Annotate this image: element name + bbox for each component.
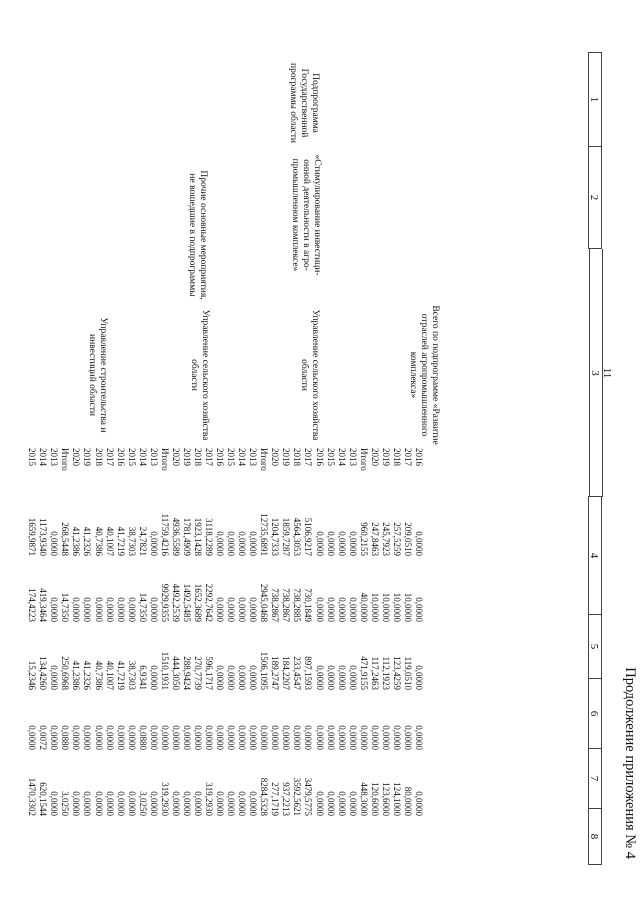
col4-cell: 0,0000 [325,531,336,556]
col5-cell: 0,0000 [414,597,424,622]
col5-cell: 0,0000 [71,597,82,622]
col6-cell: 0,0000 [215,665,226,690]
year-cell: 2018 [193,448,203,466]
col8-cell: 0,0000 [248,791,259,816]
col8-cell: 448,3000 [358,782,369,816]
year-cell: 2019 [82,448,93,466]
col5-cell: 10,0000 [402,592,413,622]
col5-cell: 4492,2539 [170,583,181,622]
year-cell: 2018 [391,448,402,466]
col5-cell: 0,0000 [93,597,104,622]
col4-cell: 268,5448 [60,522,71,556]
col8-cell: 937,2213 [281,782,292,816]
year-cell: 2014 [137,448,148,466]
col8-cell: 80,0000 [402,786,413,816]
col7-cell: 0,0000 [93,725,104,750]
col-span-area [588,248,613,496]
col8-cell: 0,0000 [126,791,137,816]
col4-cell: 960,2155 [358,522,369,556]
col7-cell: 0,0000 [170,725,181,750]
col8-cell: 0,0000 [49,791,60,816]
subprogram-total-label: Всего по подпрограмме «Развитие отраслей агропромышленного комплекса» [408,305,440,445]
year-cell: 2017 [303,448,314,466]
col5-cell: 174,4223 [27,588,38,622]
col5-cell: 9929,9355 [159,583,170,622]
col7-cell: 0,0000 [148,725,159,750]
col6-cell: 119,0510 [402,656,413,690]
col4-cell: 257,5259 [391,522,402,556]
col6-cell: 288,9424 [181,656,192,690]
col6-cell: 0,0000 [237,665,248,690]
col5-cell: 738,2885 [292,588,303,622]
construction-department-label: Управление строительства и инвестиций области [87,317,108,433]
col7-cell: 0,0000 [248,725,259,750]
col8-cell: 0,0000 [82,791,93,816]
col4-cell: 0,0000 [237,531,248,556]
col8-cell: 0,0000 [104,791,115,816]
other-measures-label: Прочие основные мероприятия, не вошедшие в подпрограммы [187,170,208,300]
col6-cell: 0,0000 [148,665,159,690]
col7-cell: 0,0000 [391,725,402,750]
col8-cell: 8284,5328 [259,777,270,816]
col7-cell: 0,0000 [336,725,347,750]
col5-cell: 0,0000 [325,597,336,622]
col7-cell: 0,0000 [270,725,281,750]
col7-cell: 0,0000 [71,725,82,750]
col7-cell: 0,0000 [358,725,369,750]
year-cell: 2013 [148,448,159,466]
col7-cell: 0,0000 [193,725,203,750]
col7-cell: 0,0000 [27,725,38,750]
col6-cell: 38,7303 [126,660,137,690]
col-number-2: 2 [588,146,602,248]
col7-cell: 0,0000 [82,725,93,750]
col8-cell: 0,0000 [148,791,159,816]
col7-cell: 0,0000 [347,725,358,750]
col-number-5: 5 [588,614,602,678]
year-cell: 2015 [27,448,38,466]
col7-cell: 0,0000 [314,725,325,750]
col6-cell: 6,9341 [137,665,148,690]
col6-cell: 0,0000 [314,665,325,690]
year-cell: 2016 [115,448,126,466]
col8-cell: 277,1719 [270,782,281,816]
year-cell: Итого [60,448,71,471]
col7-cell: 0,0000 [226,725,237,750]
col8-cell: 0,0000 [93,791,104,816]
col5-cell: 738,2867 [270,588,281,622]
col8-cell: 620,1544 [38,782,49,816]
col5-cell: 10,0000 [380,592,391,622]
column-span-label: 11 [601,367,613,379]
year-cell: 2015 [325,448,336,466]
col-number-8: 8 [588,808,602,865]
col5-cell: 0,0000 [115,597,126,622]
col5-cell: 730,1849 [303,588,314,622]
col6-cell: 123,4259 [391,656,402,690]
col5-cell: 0,0000 [126,597,137,622]
col4-cell: 41,2386 [71,526,82,556]
col6-cell: 15,2346 [27,660,38,690]
col6-cell: 596,1717 [204,656,215,690]
col8-cell: 319,2930 [159,782,170,816]
col8-cell: 0,0000 [181,791,192,816]
col6-cell: 0,0000 [414,665,424,690]
col4-cell: 1781,4909 [181,517,192,556]
col4-cell: 4936,5589 [170,517,181,556]
col6-cell: 250,6968 [60,656,71,690]
col8-cell: 319,2930 [204,782,215,816]
col7-cell: 0,0000 [380,725,391,750]
col7-cell: 0,0000 [281,725,292,750]
year-cell: 2015 [226,448,237,466]
col-number-4: 4 [588,496,602,614]
col6-cell: 0,0000 [49,665,60,690]
col5-cell: 0,0000 [226,597,237,622]
col8-cell: 0,0000 [347,791,358,816]
year-cell: Итого [259,448,270,471]
year-cell: 2016 [314,448,325,466]
col5-cell: 0,0000 [314,597,325,622]
year-cell: 2020 [369,448,380,466]
col5-cell: 0,0000 [104,597,115,622]
col7-cell: 0,0000 [181,725,192,750]
year-cell: 2019 [281,448,292,466]
col6-cell: 0,0000 [336,665,347,690]
year-cell: Итого [358,448,369,471]
year-cell: 2015 [126,448,137,466]
col8-cell: 0,0000 [237,791,248,816]
col5-cell: 0,0000 [237,597,248,622]
year-cell: 2020 [270,448,281,466]
year-cell: 2018 [292,448,303,466]
col4-cell: 0,0000 [148,531,159,556]
col5-cell: 10,0000 [391,592,402,622]
year-cell: Итого [159,448,170,471]
col4-cell: 3118,2289 [204,518,215,556]
year-cell: 2017 [402,448,413,466]
col5-cell: 1492,5485 [181,583,192,622]
col8-cell: 0,0000 [170,791,181,816]
year-cell: 2014 [237,448,248,466]
col8-cell: 120,6000 [369,782,380,816]
col4-cell: 247,8463 [369,522,380,556]
col4-cell: 1859,7287 [281,517,292,556]
col6-cell: 0,0000 [226,665,237,690]
col6-cell: 0,0000 [248,665,259,690]
col6-cell: 0,0000 [325,665,336,690]
col7-cell: 0,0000 [402,725,413,750]
col5-cell: 1652,3689 [193,583,203,622]
col5-cell: 2292,7642 [204,583,215,622]
col5-cell: 0,0000 [148,597,159,622]
col5-cell: 40,0000 [358,592,369,622]
year-cell: 2013 [49,448,60,466]
col4-cell: 0,0000 [347,531,358,556]
agri-department-label-1: Управление сельского хозяйства области [299,309,320,441]
col4-cell: 38,7303 [126,526,137,556]
col7-cell: 0,0000 [204,725,215,750]
col4-cell: 40,7386 [93,526,104,556]
year-cell: 2019 [181,448,192,466]
col4-cell: 0,0000 [314,531,325,556]
col8-cell: 0,0000 [325,791,336,816]
col6-cell: 117,2463 [369,656,380,690]
col4-cell: 245,7923 [380,522,391,556]
col5-cell: 0,0000 [82,597,93,622]
col6-cell: 134,4260 [38,656,49,690]
year-cell: 2019 [380,448,391,466]
col6-cell: 233,4547 [292,656,303,690]
col4-cell: 11759,4216 [159,513,170,556]
agri-department-label-2: Управление сельского хозяйства области [189,309,210,441]
col6-cell: 270,7739 [193,656,203,690]
col-number-3: 3 [589,249,603,497]
col4-cell: 4564,3053 [292,517,303,556]
col-number-1: 1 [588,52,602,146]
col6-cell: 40,1007 [104,660,115,690]
col4-cell: 1173,9340 [38,518,49,556]
col7-cell: 0,0000 [292,725,303,750]
col6-cell: 40,7386 [93,660,104,690]
col4-cell: 0,0000 [248,531,259,556]
year-cell: 2016 [215,448,226,466]
col4-cell: 1659,9871 [27,517,38,556]
col4-cell: 0,0000 [226,531,237,556]
continuation-title: Продолжение приложения № 4 [622,667,638,859]
col7-cell: 0,0000 [126,725,137,750]
col5-cell: 419,3464 [38,588,49,622]
col4-cell: 209,0510 [402,522,413,556]
col7-cell: 0,0000 [369,725,380,750]
col7-cell: 0,0000 [303,725,314,750]
year-cell: 2013 [347,448,358,466]
measure-investment-label: «Стимулирование инвестици- онной деятельности в агро- промышленном комплексе» [290,154,322,276]
col5-cell: 0,0000 [215,597,226,622]
col8-cell: 3592,5621 [292,777,303,816]
year-cell: 2017 [104,448,115,466]
col6-cell: 189,2747 [270,656,281,690]
year-cell: 2020 [170,448,181,466]
col5-cell: 14,7350 [60,592,71,622]
col7-cell: 0,0000 [237,725,248,750]
col7-cell: 0,0000 [159,725,170,750]
col8-cell: 3,0250 [137,791,148,816]
col4-cell: 12735,6891 [259,513,270,556]
col8-cell: 123,6000 [380,782,391,816]
col6-cell: 184,2207 [281,656,292,690]
col8-cell: 1470,3302 [27,777,38,816]
col8-cell: 0,0000 [193,791,203,816]
col5-cell: 0,0000 [49,597,60,622]
col4-cell: 41,2326 [82,526,93,556]
col5-cell: 0,0000 [248,597,259,622]
year-cell: 2020 [71,448,82,466]
col8-cell: 0,0000 [226,791,237,816]
col6-cell: 444,3050 [170,656,181,690]
col7-cell: 0,0000 [115,725,126,750]
col7-cell: 0,0000 [259,725,270,750]
col8-cell: 0,0000 [336,791,347,816]
col5-cell: 738,2867 [281,588,292,622]
col4-cell: 1923,1428 [193,517,203,556]
col8-cell: 0,0000 [215,791,226,816]
col8-cell: 0,0000 [314,791,325,816]
col8-cell: 124,1000 [391,782,402,816]
col4-cell: 1204,7333 [270,517,281,556]
subprogram-label: Подпрограмма Государственной программы области [288,63,320,143]
column-number-band [588,52,613,865]
col7-cell: 0,0000 [414,725,424,750]
col6-cell: 112,1923 [380,656,391,690]
col8-cell: 0,0000 [71,791,82,816]
col8-cell: 3479,5775 [303,777,314,816]
year-cell: 2014 [336,448,347,466]
col4-cell: 0,0000 [336,531,347,556]
col7-cell: 0,0000 [104,725,115,750]
col5-cell: 10,0000 [369,592,380,622]
col8-cell: 0,0000 [115,791,126,816]
col4-cell: 0,0000 [414,531,424,556]
col7-cell: 0,0000 [215,725,226,750]
year-cell: 2018 [93,448,104,466]
col8-cell: 3,0250 [60,791,71,816]
col8-cell: 0,0000 [414,791,424,816]
col7-cell: 0,0880 [60,725,71,750]
year-cell: 2017 [204,448,215,466]
col5-cell: 2945,0468 [259,583,270,622]
col6-cell: 1506,1095 [259,651,270,690]
col4-cell: 40,1007 [104,526,115,556]
col4-cell: 5106,9217 [303,517,314,556]
col6-cell: 897,1593 [303,656,314,690]
col6-cell: 41,7219 [115,660,126,690]
col4-cell: 41,7219 [115,526,126,556]
col6-cell: 0,0000 [347,665,358,690]
col-number-6: 6 [588,678,602,748]
col7-cell: 0,0880 [137,725,148,750]
year-cell: 2016 [414,448,424,466]
col5-cell: 0,0000 [347,597,358,622]
col6-cell: 41,2386 [71,660,82,690]
col7-cell: 0,0072 [38,725,49,750]
col5-cell: 0,0000 [336,597,347,622]
col4-cell: 24,7821 [137,526,148,556]
col-number-7: 7 [588,748,602,808]
col6-cell: 471,9155 [358,656,369,690]
col7-cell: 0,0000 [325,725,336,750]
col5-cell: 14,7350 [137,592,148,622]
col4-cell: 0,0000 [49,531,60,556]
col7-cell: 0,0000 [49,725,60,750]
col6-cell: 41,2326 [82,660,93,690]
col4-cell: 0,0000 [215,531,226,556]
col6-cell: 1510,1931 [159,651,170,690]
year-cell: 2014 [38,448,49,466]
year-cell: 2013 [248,448,259,466]
